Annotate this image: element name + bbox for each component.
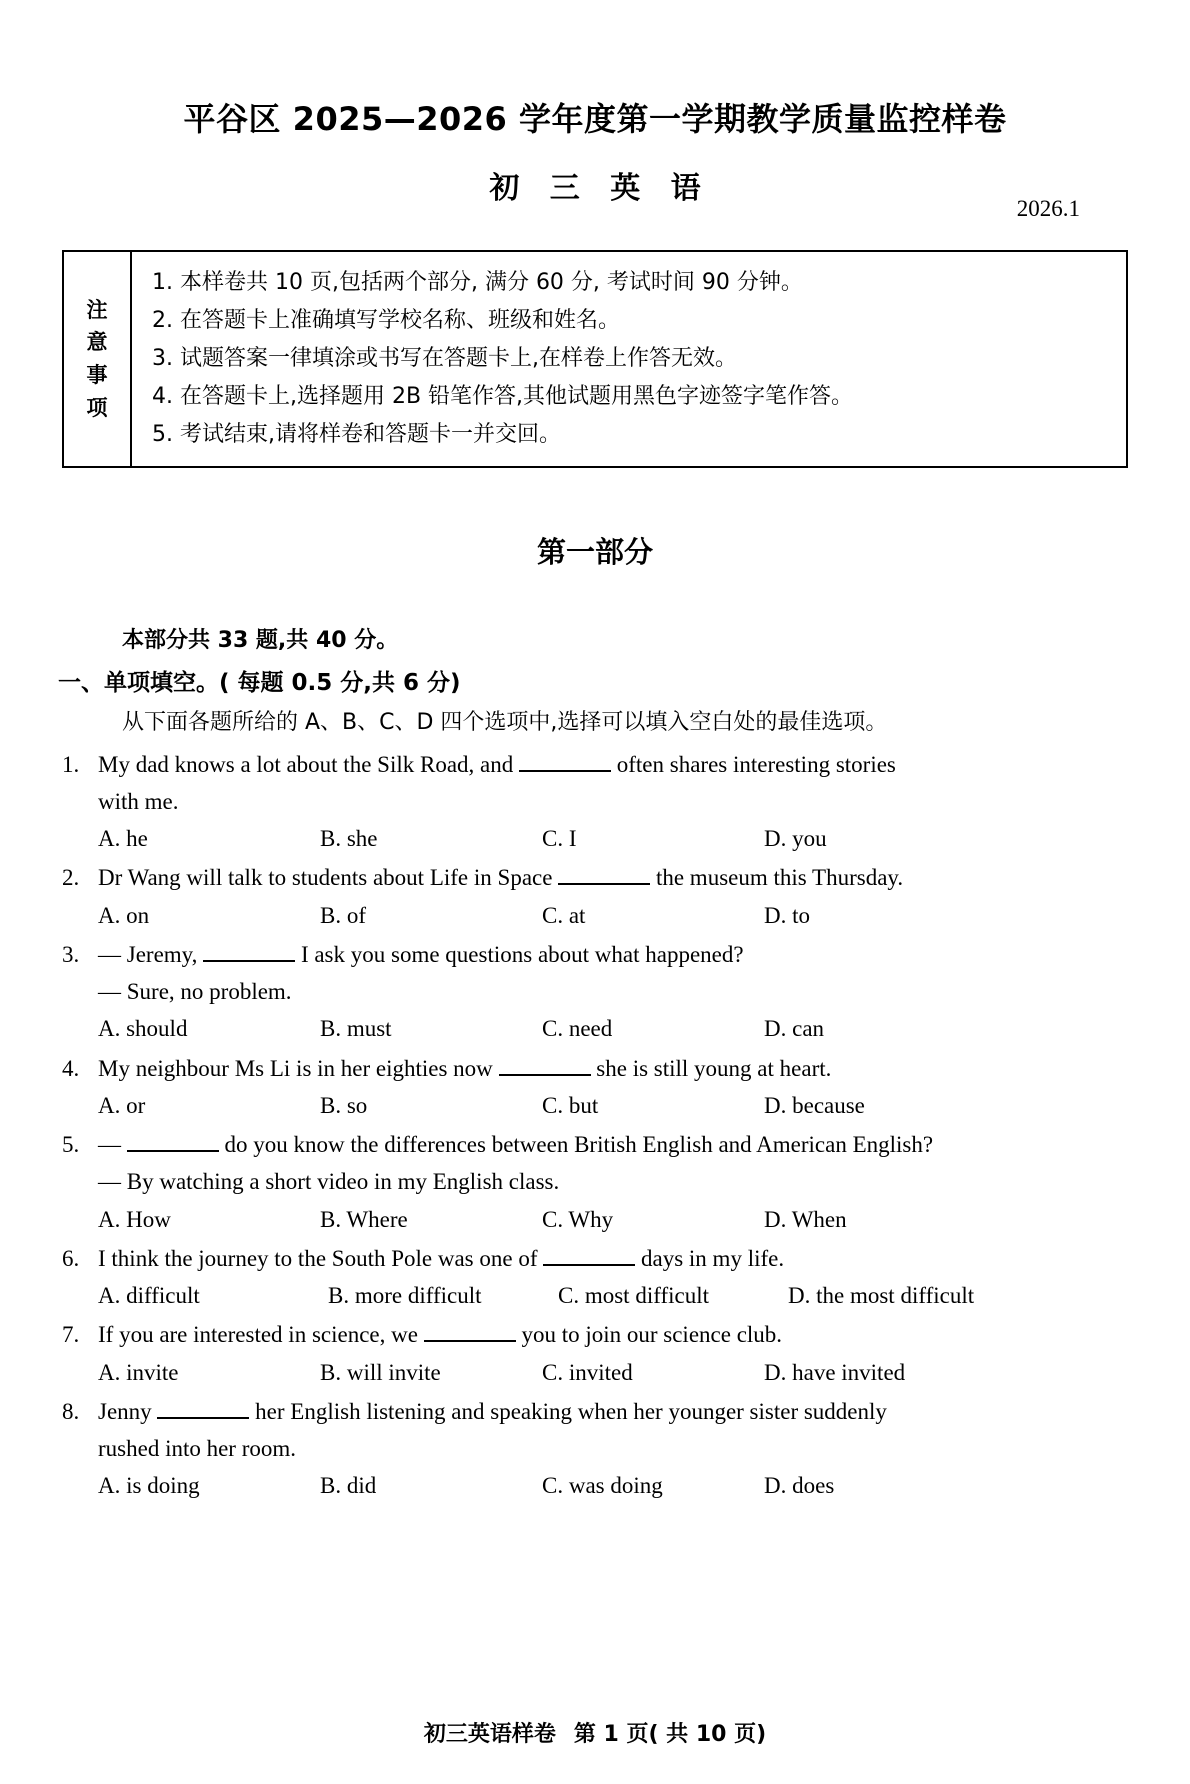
page-footer: [0, 1717, 1190, 1748]
question-options: [62, 820, 1128, 857]
question-item: [62, 746, 1128, 858]
notice-label: [64, 252, 132, 465]
question-continuation: with me.: [98, 788, 179, 814]
footer-subject-label: 初三英语样卷: [423, 1722, 556, 1747]
notice-label-char-2: 意: [86, 330, 108, 355]
page-title: 平谷区 2025—2026 学年度第一学期教学质量监控样卷: [183, 100, 1007, 138]
notice-box: [62, 250, 1128, 467]
question-text: [98, 1316, 1128, 1353]
question-stem: [62, 1126, 1128, 1163]
answer-blank[interactable]: [157, 1417, 249, 1419]
notice-item: 5. 考试结束,请将样卷和答题卡一并交回。: [152, 421, 561, 447]
option-b[interactable]: B. more difficult: [328, 1283, 482, 1309]
question-continuation: — By watching a short video in my English class.: [98, 1169, 560, 1195]
question-stem: [62, 746, 1128, 783]
stem-after: she is still young at heart.: [596, 1055, 832, 1081]
question-options: [62, 1010, 1128, 1047]
stem-after: I ask you some questions about what happened?: [300, 941, 744, 967]
answer-blank[interactable]: [558, 883, 650, 885]
subject-title: 初 三 英 语: [489, 171, 711, 207]
option-d[interactable]: D. have invited: [764, 1359, 906, 1385]
question-item: [62, 1050, 1128, 1125]
question-options: [62, 1201, 1128, 1238]
question-number: 4.: [62, 1055, 80, 1081]
question-options: [62, 1277, 1128, 1314]
footer-page-label: 第 1 页( 共 10 页): [573, 1722, 767, 1747]
section-instruction: 从下面各题所给的 A、B、C、D 四个选项中,选择可以填入空白处的最佳选项。: [122, 709, 888, 735]
question-text: [98, 746, 1128, 783]
option-d[interactable]: D. because: [764, 1092, 865, 1118]
notice-label-char-1: 注: [86, 297, 108, 322]
option-c[interactable]: C. invited: [542, 1359, 633, 1385]
question-number: 2.: [62, 865, 80, 891]
answer-blank[interactable]: [203, 960, 295, 962]
option-c[interactable]: C. I: [542, 826, 577, 852]
question-continuation: rushed into her room.: [98, 1436, 297, 1462]
option-d[interactable]: D. When: [764, 1206, 847, 1232]
question-text: [98, 1050, 1128, 1087]
option-b[interactable]: B. so: [320, 1092, 368, 1118]
question-options: [62, 1354, 1128, 1391]
stem-before: I think the journey to the South Pole was one of: [98, 1245, 538, 1271]
option-d[interactable]: D. can: [764, 1016, 825, 1042]
stem-before: If you are interested in science, we: [98, 1322, 418, 1348]
option-a[interactable]: A. should: [98, 1016, 188, 1042]
question-options: [62, 1087, 1128, 1124]
option-b[interactable]: B. did: [320, 1473, 377, 1499]
question-number: 1.: [62, 751, 80, 777]
option-a[interactable]: A. on: [98, 902, 150, 928]
stem-before: My neighbour Ms Li is in her eighties now: [98, 1055, 493, 1081]
option-b[interactable]: B. must: [320, 1016, 392, 1042]
option-b[interactable]: B. will invite: [320, 1359, 441, 1385]
question-stem: [62, 1316, 1128, 1353]
option-d[interactable]: D. the most difficult: [788, 1283, 975, 1309]
option-a[interactable]: A. or: [98, 1092, 146, 1118]
exam-date: 2026.1: [1016, 196, 1080, 222]
stem-after: do you know the differences between British English and American English?: [224, 1132, 934, 1158]
stem-after: her English listening and speaking when her younger sister suddenly: [255, 1398, 887, 1424]
question-text: [98, 1240, 1128, 1277]
option-a[interactable]: A. he: [98, 826, 148, 852]
stem-after: you to join our science club.: [521, 1322, 783, 1348]
question-item: [62, 859, 1128, 934]
notice-label-char-3: 事: [86, 362, 108, 387]
notice-items: [132, 252, 1126, 465]
option-d[interactable]: D. does: [764, 1473, 835, 1499]
question-stem: [62, 936, 1128, 973]
option-b[interactable]: B. of: [320, 902, 366, 928]
option-a[interactable]: A. difficult: [98, 1283, 200, 1309]
option-c[interactable]: C. was doing: [542, 1473, 663, 1499]
stem-before: My dad knows a lot about the Silk Road, and: [98, 751, 514, 777]
question-item: [62, 1240, 1128, 1315]
question-number: 6.: [62, 1245, 80, 1271]
notice-item: 3. 试题答案一律填涂或书写在答题卡上,在样卷上作答无效。: [152, 346, 737, 372]
section-heading: 一、单项填空。( 每题 0.5 分,共 6 分): [58, 669, 461, 696]
stem-before: Dr Wang will talk to students about Life in Space: [98, 865, 553, 891]
option-c[interactable]: C. Why: [542, 1206, 614, 1232]
answer-blank[interactable]: [499, 1074, 591, 1076]
stem-before: Jenny: [98, 1398, 152, 1424]
option-d[interactable]: D. you: [764, 826, 827, 852]
option-c[interactable]: C. most difficult: [558, 1283, 709, 1309]
option-c[interactable]: C. need: [542, 1016, 613, 1042]
answer-blank[interactable]: [543, 1264, 635, 1266]
stem-after: days in my life.: [641, 1245, 785, 1271]
question-number: 5.: [62, 1132, 80, 1158]
option-c[interactable]: C. at: [542, 902, 586, 928]
notice-item: 2. 在答题卡上准确填写学校名称、班级和姓名。: [152, 308, 620, 334]
notice-item: 1. 本样卷共 10 页,包括两个部分, 满分 60 分, 考试时间 90 分钟。: [152, 270, 803, 296]
question-options: [62, 1467, 1128, 1504]
answer-blank[interactable]: [519, 770, 611, 772]
question-stem: [62, 1393, 1128, 1430]
part-note: 本部分共 33 题,共 40 分。: [122, 627, 399, 653]
stem-after: the museum this Thursday.: [655, 865, 904, 891]
question-number: 3.: [62, 941, 80, 967]
option-a[interactable]: A. invite: [98, 1359, 179, 1385]
option-b[interactable]: B. she: [320, 826, 378, 852]
option-d[interactable]: D. to: [764, 902, 810, 928]
notice-label-char-4: 项: [86, 395, 108, 420]
question-list: [62, 746, 1128, 1505]
stem-after: often shares interesting stories: [616, 751, 896, 777]
stem-before: — Jeremy,: [98, 941, 198, 967]
option-b[interactable]: B. Where: [320, 1206, 408, 1232]
option-a[interactable]: A. is doing: [98, 1473, 200, 1499]
stem-before: —: [98, 1132, 121, 1158]
question-text: [98, 936, 1128, 973]
question-stem: [62, 859, 1128, 896]
question-item: [62, 1316, 1128, 1391]
option-c[interactable]: C. but: [542, 1092, 599, 1118]
notice-item: 4. 在答题卡上,选择题用 2B 铅笔作答,其他试题用黑色字迹签字笔作答。: [152, 383, 854, 409]
subject-row: [0, 171, 1190, 222]
answer-blank[interactable]: [424, 1340, 516, 1342]
question-text: [98, 1393, 1128, 1430]
question-stem: [62, 1050, 1128, 1087]
question-number: 8.: [62, 1398, 80, 1424]
option-a[interactable]: A. How: [98, 1206, 171, 1232]
question-number: 7.: [62, 1322, 80, 1348]
question-stem: [62, 1240, 1128, 1277]
part-heading: 第一部分: [536, 534, 653, 569]
question-item: [62, 936, 1128, 1048]
question-options: [62, 897, 1128, 934]
answer-blank[interactable]: [127, 1150, 219, 1152]
question-continuation: — Sure, no problem.: [98, 979, 292, 1005]
question-text: [98, 859, 1128, 896]
question-item: [62, 1126, 1128, 1238]
question-item: [62, 1393, 1128, 1505]
question-text: [98, 1126, 1128, 1163]
